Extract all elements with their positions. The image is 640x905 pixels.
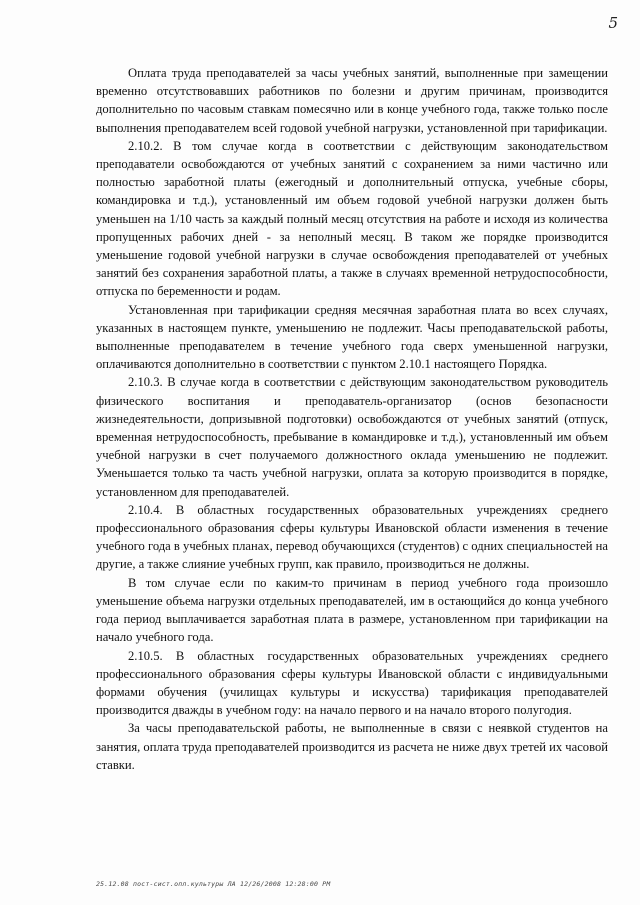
- paragraph-2-10-5: 2.10.5. В областных государственных образовательных учреждениях среднего профессионального образования сферы культуры Ивановской области с индивидуальными формами обучения (училищах культуры и искусства) тарификация преподавателей производится дважды в учебном году: на начало первого и на начало второго полугодия.: [96, 648, 608, 718]
- paragraph-load-reduction: В том случае если по каким-то причинам в период учебного года произошло уменьшение объема нагрузки отдельных преподавателей, им в остающийся до конца учебного года период выплачивается заработная плата в размере, установленном при тарификации на начало учебного года.: [96, 575, 608, 645]
- paragraph-student-absence: За часы преподавательской работы, не выполненные в связи с неявкой студентов на занятия, оплата труда преподавателей производится из расчета не ниже двух третей их часовой ставки.: [96, 721, 608, 772]
- paragraph-2-10-4: 2.10.4. В областных государственных образовательных учреждениях среднего профессионального образования сферы культуры Ивановской области изменения в течение учебного года в учебных планах, перевод обучающихся (студентов) с одних специальностей на другие, а также слияние учебных групп, как правило, производиться не должны.: [96, 502, 608, 572]
- paragraph-2-10-3: 2.10.3. В случае когда в соответствии с действующим законодательством руководитель физического воспитания и преподаватель-организатор (основ безопасности жизнедеятельности, допризывной подготовки) освобождаются от учебных занятий (отпуск, временная нетрудоспособность, пребывание в командировке и т.д.), установленный им объем учебной нагрузки в счет получаемого должностного оклада уменьшению не подлежит. Уменьшается только та часть учебной нагрузки, оплата за которую производится в порядке, установленном для преподавателей.: [96, 375, 608, 499]
- document-body: [96, 64, 608, 774]
- page-number: 5: [608, 14, 618, 32]
- document-footer: 25.12.08 пост-сист.опл.культуры ЛА 12/26/2008 12:28:00 PM: [96, 880, 331, 888]
- paragraph-2-10-2: 2.10.2. В том случае когда в соответствии с действующим законодательством преподаватели освобождаются от учебных занятий с сохранением за ними частично или полностью заработной платы (ежегодный и дополнительный отпуска, учебные сборы, командировка и т.д.), установленный им объем годовой учебной нагрузки должен быть уменьшен на 1/10 часть за каждый полный месяц отсутствия на работе и исходя из количества пропущенных рабочих дней - за неполный месяц. В таком же порядке производится уменьшение годовой учебной нагрузки в случае освобождения преподавателей от учебных занятий без сохранения заработной платы, а также в случаях временной нетрудоспособности, отпуска по беременности и родам.: [96, 138, 608, 299]
- paragraph-average-salary: Установленная при тарификации средняя месячная заработная плата во всех случаях, указанных в настоящем пункте, уменьшению не подлежит. Часы преподавательской работы, выполненные преподавателем в течение учебного года сверх уменьшенной нагрузки, оплачиваются дополнительно в соответствии с пунктом 2.10.1 настоящего Порядка.: [96, 302, 608, 372]
- paragraph-payment-substitution: Оплата труда преподавателей за часы учебных занятий, выполненные при замещении временно отсутствовавших работников по болезни и другим причинам, производится дополнительно по часовым ставкам помесячно или в конце учебного года, также только после выполнения преподавателем всей годовой учебной нагрузки, установленной при тарификации.: [96, 66, 608, 135]
